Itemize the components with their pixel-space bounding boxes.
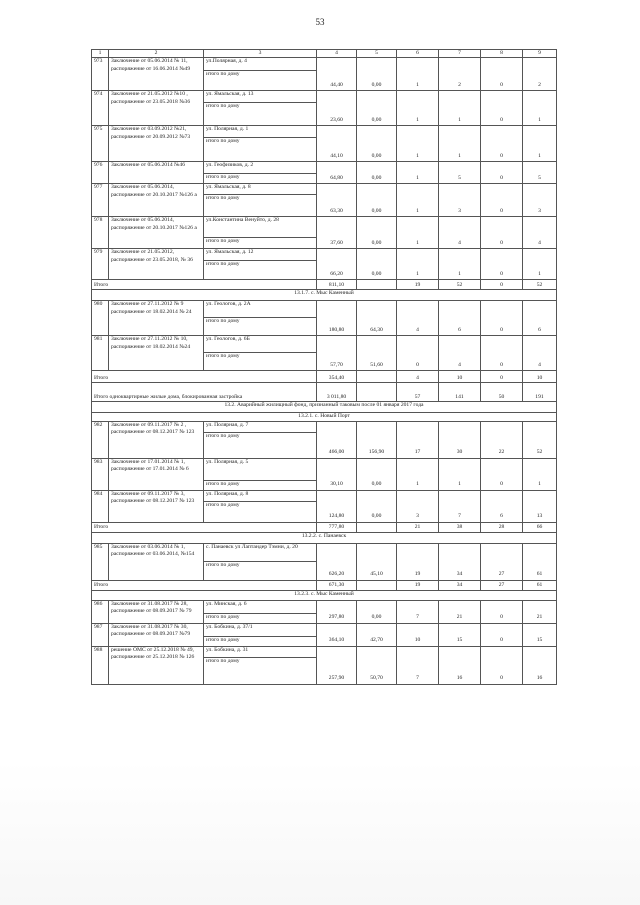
column-number: 8 xyxy=(481,50,523,58)
value-cell: 1 xyxy=(397,126,439,162)
value-cell: 0,00 xyxy=(357,249,397,280)
value-cell: 3 xyxy=(397,490,439,522)
value-cell: 0 xyxy=(481,126,523,162)
value-cell: 27 xyxy=(481,543,523,580)
section-heading: 13.2.3. с. Мыс Каменный xyxy=(92,590,557,600)
row-number-cell: 980 xyxy=(92,301,109,336)
value-cell: 34 xyxy=(439,543,481,580)
value-cell: 1 xyxy=(439,458,481,490)
house-total-label: итого по дому xyxy=(204,71,317,91)
subtotal-value: 141 xyxy=(439,383,481,402)
value-cell: 466,00 xyxy=(317,421,357,458)
address-cell: с. Панаевск ул Лаптандер Тэмни, д. 20 xyxy=(204,543,317,561)
subtotal-value: 0 xyxy=(481,371,523,383)
table-row xyxy=(92,600,557,613)
subtotal-row xyxy=(92,383,557,402)
value-cell: 3 xyxy=(523,184,557,217)
value-cell: 6 xyxy=(481,490,523,522)
subtotal-value: 191 xyxy=(523,383,557,402)
value-cell: 124,80 xyxy=(317,490,357,522)
value-cell: 364,10 xyxy=(317,623,357,646)
value-cell: 17 xyxy=(397,421,439,458)
subtotal-label: Итого xyxy=(92,580,317,590)
address-cell: ул. Ямальская, д. 13 xyxy=(204,91,317,103)
document-cell: решение ОМС от 25.12.2018 № 49, распоряжение от 25.12.2018 № 126 xyxy=(109,646,204,684)
document-cell: Заключение от 09.11.2017 № 3, распоряжение от 08.12.2017 № 123 xyxy=(109,490,204,522)
value-cell: 37,60 xyxy=(317,217,357,249)
subtotal-value xyxy=(357,580,397,590)
table-row xyxy=(92,301,557,318)
house-total-label: итого по дому xyxy=(204,353,317,371)
document-cell: Заключение от 21.05.2012 №10 , распоряжение от 23.05.2018 №36 xyxy=(109,91,204,126)
value-cell: 5 xyxy=(439,162,481,184)
value-cell: 180,80 xyxy=(317,301,357,336)
row-number-cell: 979 xyxy=(92,249,109,280)
column-number: 3 xyxy=(204,50,317,58)
house-total-label: итого по дому xyxy=(204,613,317,623)
value-cell: 50,70 xyxy=(357,646,397,684)
subtotal-value: 27 xyxy=(481,580,523,590)
house-total-label: итого по дому xyxy=(204,103,317,126)
subtotal-row xyxy=(92,580,557,590)
table-body xyxy=(92,50,557,685)
value-cell: 5 xyxy=(523,162,557,184)
column-number: 4 xyxy=(317,50,357,58)
row-number-cell: 973 xyxy=(92,58,109,91)
subtotal-value xyxy=(357,522,397,532)
value-cell: 42,70 xyxy=(357,623,397,646)
subtotal-value xyxy=(357,280,397,290)
section-heading-row xyxy=(92,413,557,421)
value-cell: 1 xyxy=(397,91,439,126)
value-cell: 0 xyxy=(481,162,523,184)
value-cell: 0 xyxy=(481,91,523,126)
section-heading-row xyxy=(92,590,557,600)
house-total-label: итого по дому xyxy=(204,501,317,522)
address-cell: ул. Бобкина, д. 37/1 xyxy=(204,623,317,636)
subtotal-value: 38 xyxy=(439,522,481,532)
address-cell: ул. Полярная, д. 8 xyxy=(204,490,317,501)
document-cell: Заключение от 21.05.2012, распоряжение от 23.05.2018, № 36 xyxy=(109,249,204,280)
value-cell: 16 xyxy=(439,646,481,684)
value-cell: 6 xyxy=(523,301,557,336)
address-cell: ул. Бобкина, д. 31 xyxy=(204,646,317,657)
subtotal-value: 50 xyxy=(481,383,523,402)
subtotal-value: 0 xyxy=(481,280,523,290)
value-cell: 626,20 xyxy=(317,543,357,580)
column-number: 2 xyxy=(109,50,204,58)
address-cell: ул. Геологов, д. 2А xyxy=(204,301,317,318)
subtotal-label: Итого xyxy=(92,280,317,290)
house-total-label: итого по дому xyxy=(204,432,317,458)
subtotal-value: 57 xyxy=(397,383,439,402)
row-number-cell: 978 xyxy=(92,217,109,249)
address-cell: ул. Полярная, д. 5 xyxy=(204,458,317,480)
value-cell: 1 xyxy=(397,58,439,91)
value-cell: 1 xyxy=(523,249,557,280)
value-cell: 0 xyxy=(481,646,523,684)
subtotal-row xyxy=(92,522,557,532)
value-cell: 19 xyxy=(397,543,439,580)
subtotal-value: 10 xyxy=(523,371,557,383)
value-cell: 16 xyxy=(523,646,557,684)
value-cell: 63,30 xyxy=(317,184,357,217)
value-cell: 61 xyxy=(523,543,557,580)
value-cell: 0 xyxy=(481,249,523,280)
house-total-label: итого по дому xyxy=(204,261,317,280)
value-cell: 15 xyxy=(439,623,481,646)
value-cell: 57,70 xyxy=(317,336,357,371)
subtotal-row xyxy=(92,280,557,290)
address-cell: ул. Полярная, д. 1 xyxy=(204,126,317,138)
table-row xyxy=(92,217,557,238)
document-cell: Заключение от 31.08.2017 № 28, распоряжение от 08.09.2017 № 79 xyxy=(109,600,204,623)
value-cell: 0,00 xyxy=(357,91,397,126)
value-cell: 13 xyxy=(523,490,557,522)
value-cell: 4 xyxy=(397,301,439,336)
value-cell: 22 xyxy=(481,421,523,458)
value-cell: 7 xyxy=(397,646,439,684)
document-cell: Заключение от 31.08.2017 № 30, распоряжение от 08.09.2017 №79 xyxy=(109,623,204,646)
value-cell: 297,80 xyxy=(317,600,357,623)
subtotal-value: 354,40 xyxy=(317,371,357,383)
table-row xyxy=(92,58,557,71)
subtotal-value: 52 xyxy=(439,280,481,290)
value-cell: 0 xyxy=(481,58,523,91)
value-cell: 4 xyxy=(523,217,557,249)
column-number-row xyxy=(92,50,557,58)
value-cell: 30,10 xyxy=(317,458,357,490)
table-row xyxy=(92,623,557,636)
house-total-label: итого по дому xyxy=(204,238,317,249)
house-total-label: итого по дому xyxy=(204,480,317,490)
subtotal-value: 3 011,80 xyxy=(317,383,357,402)
subtotal-value xyxy=(357,371,397,383)
value-cell: 45,10 xyxy=(357,543,397,580)
address-cell: ул. Геологов, д. 6Б xyxy=(204,336,317,353)
section-heading: 13.2.2. с. Панаевск xyxy=(92,532,557,543)
value-cell: 0 xyxy=(481,184,523,217)
document-cell: Заключение от 05.06.2014 №46 xyxy=(109,162,204,184)
subtotal-label: Итого xyxy=(92,371,317,383)
house-total-label: итого по дому xyxy=(204,174,317,184)
section-heading: 13.2. Аварийный жилищный фонд, признанный таковым после 01 января 2017 года xyxy=(92,402,557,413)
row-number-cell: 975 xyxy=(92,126,109,162)
value-cell: 4 xyxy=(439,336,481,371)
document-cell: Заключение от 05.06.2014, распоряжение от 20.10.2017 №126 а xyxy=(109,184,204,217)
value-cell: 4 xyxy=(439,217,481,249)
table-row xyxy=(92,421,557,432)
value-cell: 1 xyxy=(397,184,439,217)
house-total-label: итого по дому xyxy=(204,561,317,580)
row-number-cell: 987 xyxy=(92,623,109,646)
row-number-cell: 982 xyxy=(92,421,109,458)
value-cell: 0 xyxy=(481,600,523,623)
subtotal-value: 66 xyxy=(523,522,557,532)
address-cell: ул. Минская, д. 6 xyxy=(204,600,317,613)
document-cell: Заключение от 03.09.2012 №21, распоряжение от 20.09.2012 №73 xyxy=(109,126,204,162)
house-total-label: итого по дому xyxy=(204,657,317,684)
value-cell: 0 xyxy=(397,336,439,371)
value-cell: 0,00 xyxy=(357,162,397,184)
address-cell: ул. Ямальская, д. 8 xyxy=(204,184,317,195)
value-cell: 1 xyxy=(397,162,439,184)
address-cell: ул.Полярная, д. 4 xyxy=(204,58,317,71)
value-cell: 1 xyxy=(439,126,481,162)
value-cell: 1 xyxy=(439,249,481,280)
subtotal-value: 10 xyxy=(439,371,481,383)
column-number: 9 xyxy=(523,50,557,58)
value-cell: 64,30 xyxy=(357,301,397,336)
section-heading: 13.2.1. с. Новый Порт xyxy=(92,413,557,421)
address-cell: ул. Ямальская, д. 12 xyxy=(204,249,317,261)
document-cell: Заключение от 17.01.2014 № 1, распоряжение от 17.01.2014 № 6 xyxy=(109,458,204,490)
address-cell: ул. Полярная, д. 7 xyxy=(204,421,317,432)
value-cell: 1 xyxy=(523,126,557,162)
document-cell: Заключение от 05.06.2014 № 11, распоряжение от 16.06.2014 №49 xyxy=(109,58,204,91)
subtotal-value: 671,30 xyxy=(317,580,357,590)
value-cell: 7 xyxy=(397,600,439,623)
value-cell: 0,00 xyxy=(357,58,397,91)
table-row xyxy=(92,91,557,103)
value-cell: 1 xyxy=(439,91,481,126)
value-cell: 1 xyxy=(397,217,439,249)
value-cell: 0,00 xyxy=(357,126,397,162)
subtotal-value: 811,10 xyxy=(317,280,357,290)
row-number-cell: 981 xyxy=(92,336,109,371)
document-cell: Заключение от 05.06.2014, распоряжение от 20.10.2017 №126 а xyxy=(109,217,204,249)
value-cell: 0 xyxy=(481,301,523,336)
row-number-cell: 974 xyxy=(92,91,109,126)
subtotal-label: Итого xyxy=(92,522,317,532)
value-cell: 0 xyxy=(481,458,523,490)
subtotal-value: 21 xyxy=(397,522,439,532)
value-cell: 64,80 xyxy=(317,162,357,184)
value-cell: 156,90 xyxy=(357,421,397,458)
value-cell: 2 xyxy=(439,58,481,91)
subtotal-value: 19 xyxy=(397,280,439,290)
table-row xyxy=(92,184,557,195)
value-cell: 30 xyxy=(439,421,481,458)
column-number: 5 xyxy=(357,50,397,58)
document-cell: Заключение от 27.11.2012 № 9 распоряжение от 18.02.2014 № 24 xyxy=(109,301,204,336)
value-cell: 21 xyxy=(523,600,557,623)
value-cell: 0,00 xyxy=(357,184,397,217)
subtotal-value xyxy=(357,383,397,402)
value-cell: 66,20 xyxy=(317,249,357,280)
value-cell: 0,00 xyxy=(357,458,397,490)
subtotal-value: 19 xyxy=(397,580,439,590)
row-number-cell: 984 xyxy=(92,490,109,522)
value-cell: 23,60 xyxy=(317,91,357,126)
value-cell: 21 xyxy=(439,600,481,623)
value-cell: 10 xyxy=(397,623,439,646)
value-cell: 0,00 xyxy=(357,217,397,249)
section-heading-row xyxy=(92,532,557,543)
value-cell: 15 xyxy=(523,623,557,646)
section-heading-row xyxy=(92,290,557,301)
subtotal-value: 28 xyxy=(481,522,523,532)
value-cell: 3 xyxy=(439,184,481,217)
value-cell: 52 xyxy=(523,421,557,458)
table-row xyxy=(92,490,557,501)
value-cell: 0 xyxy=(481,623,523,646)
house-total-label: итого по дому xyxy=(204,138,317,162)
document-cell: Заключение от 03.06.2014 № 1, распоряжение от 03.06.2014, №154 xyxy=(109,543,204,580)
table-row xyxy=(92,336,557,353)
row-number-cell: 986 xyxy=(92,600,109,623)
subtotal-value: 61 xyxy=(523,580,557,590)
value-cell: 1 xyxy=(523,458,557,490)
value-cell: 6 xyxy=(439,301,481,336)
subtotal-value: 4 xyxy=(397,371,439,383)
table-row xyxy=(92,126,557,138)
value-cell: 44,40 xyxy=(317,58,357,91)
house-total-label: итого по дому xyxy=(204,195,317,217)
document-cell: Заключение от 27.11.2012 № 10, распоряжение от 18.02.2014 №24 xyxy=(109,336,204,371)
address-cell: ул. Геофизиков, д. 2 xyxy=(204,162,317,174)
scan-background xyxy=(0,760,640,905)
value-cell: 44,10 xyxy=(317,126,357,162)
section-heading-row xyxy=(92,402,557,413)
row-number-cell: 976 xyxy=(92,162,109,184)
row-number-cell: 977 xyxy=(92,184,109,217)
subtotal-label: Итого одноквартирные жилые дома, блокированная застройка xyxy=(92,383,317,402)
house-total-label: итого по дому xyxy=(204,318,317,336)
value-cell: 7 xyxy=(439,490,481,522)
value-cell: 0,00 xyxy=(357,490,397,522)
table-row xyxy=(92,543,557,561)
subtotal-value: 34 xyxy=(439,580,481,590)
section-heading: 13.1.7. с. Мыс Каменный xyxy=(92,290,557,301)
page-number: 53 xyxy=(315,17,325,27)
column-number: 7 xyxy=(439,50,481,58)
subtotal-row xyxy=(92,371,557,383)
value-cell: 2 xyxy=(523,58,557,91)
value-cell: 51,60 xyxy=(357,336,397,371)
emergency-housing-table xyxy=(91,49,557,685)
address-cell: ул.Константина Венуйто, д. 28 xyxy=(204,217,317,238)
value-cell: 1 xyxy=(397,458,439,490)
row-number-cell: 983 xyxy=(92,458,109,490)
value-cell: 0,00 xyxy=(357,600,397,623)
row-number-cell: 988 xyxy=(92,646,109,684)
table-row xyxy=(92,646,557,657)
value-cell: 0 xyxy=(481,336,523,371)
row-number-cell: 985 xyxy=(92,543,109,580)
value-cell: 257,90 xyxy=(317,646,357,684)
subtotal-value: 777,80 xyxy=(317,522,357,532)
value-cell: 1 xyxy=(397,249,439,280)
column-number: 1 xyxy=(92,50,109,58)
table-row xyxy=(92,162,557,174)
table-row xyxy=(92,249,557,261)
column-number: 6 xyxy=(397,50,439,58)
value-cell: 0 xyxy=(481,217,523,249)
subtotal-value: 52 xyxy=(523,280,557,290)
table-row xyxy=(92,458,557,480)
house-total-label: итого по дому xyxy=(204,636,317,646)
value-cell: 1 xyxy=(523,91,557,126)
value-cell: 4 xyxy=(523,336,557,371)
document-cell: Заключение от 09.11.2017 № 2 , распоряжение от 08.12.2017 № 123 xyxy=(109,421,204,458)
